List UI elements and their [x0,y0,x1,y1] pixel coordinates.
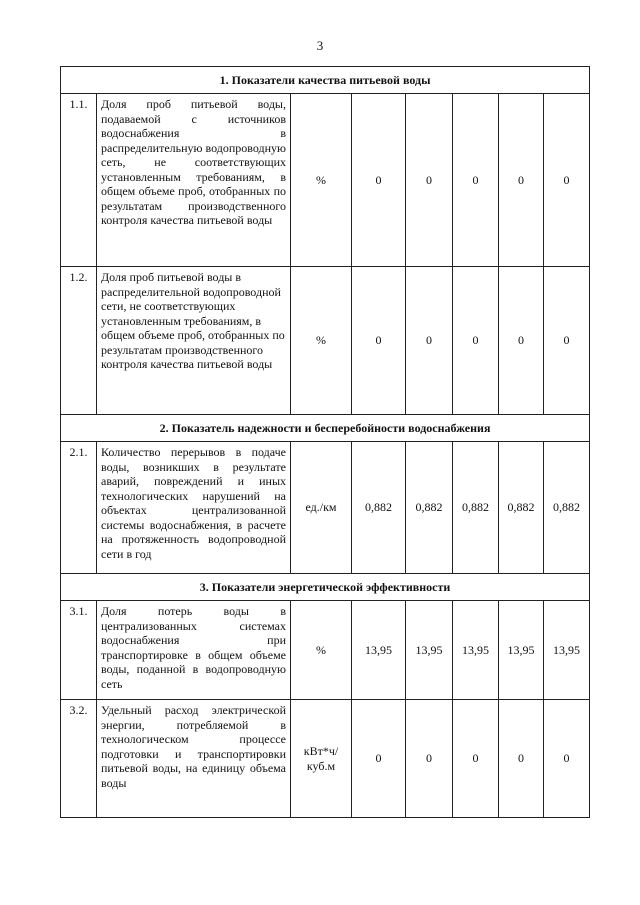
row-unit: кВт*ч/ куб.м [291,700,352,818]
row-description: Доля проб питьевой воды в распределительной водопроводной сети, не соответствующих установленным требованиям, в общем объеме проб, отобранных по результатам производственного контроля качества питьевой воды [97,267,291,415]
row-value: 0 [453,700,499,818]
row-value: 0 [499,700,544,818]
table-row [61,700,590,818]
row-value: 0 [544,267,590,415]
table-row [61,94,590,267]
table-row [61,601,590,700]
row-description: Количество перерывов в подаче воды, возникших в результате аварий, повреждений и иных технологических нарушений на объектах централизованной системы водоснабжения, в расчете на протяженность водопроводной сети в год [97,442,291,574]
section-title: 3. Показатели энергетической эффективности [61,574,590,601]
section-header-row [61,415,590,442]
row-value: 0 [352,267,406,415]
row-description: Доля потерь воды в централизованных системах водоснабжения при транспортировке в общем объеме воды, поданной в водопроводную сеть [97,601,291,700]
row-value: 0 [406,700,453,818]
row-value: 0 [499,267,544,415]
row-value: 0,882 [406,442,453,574]
row-number: 1.2. [61,267,97,415]
row-value: 0 [406,94,453,267]
row-number: 3.1. [61,601,97,700]
table-row [61,267,590,415]
row-number: 1.1. [61,94,97,267]
row-number: 2.1. [61,442,97,574]
row-value: 0 [453,94,499,267]
row-value: 0,882 [544,442,590,574]
row-value: 13,95 [406,601,453,700]
row-unit: % [291,94,352,267]
row-value: 0,882 [352,442,406,574]
row-value: 0 [406,267,453,415]
row-value: 13,95 [352,601,406,700]
row-unit: % [291,267,352,415]
section-title: 2. Показатель надежности и бесперебойности водоснабжения [61,415,590,442]
row-value: 0 [544,94,590,267]
row-unit: % [291,601,352,700]
row-value: 0 [453,267,499,415]
row-number: 3.2. [61,700,97,818]
row-value: 0 [499,94,544,267]
row-value: 0 [352,700,406,818]
row-unit: ед./км [291,442,352,574]
row-value: 0,882 [499,442,544,574]
page-number: 3 [316,38,324,53]
section-header-row [61,67,590,94]
row-value: 13,95 [544,601,590,700]
row-value: 13,95 [499,601,544,700]
row-value: 13,95 [453,601,499,700]
table-row [61,442,590,574]
indicators-table [60,66,590,818]
row-value: 0 [352,94,406,267]
section-header-row [61,574,590,601]
section-title: 1. Показатели качества питьевой воды [61,67,590,94]
row-value: 0,882 [453,442,499,574]
row-value: 0 [544,700,590,818]
row-description: Доля проб питьевой воды, подаваемой с источников водоснабжения в распределительную водопроводную сеть, не соответствующих установленным требованиям, в общем объеме проб, отобранных по результатам производственного контроля качества питьевой воды [97,94,291,267]
row-description: Удельный расход электрической энергии, потребляемой в технологическом процессе подготовки и транспортировки питьевой воды, на единицу объема воды [97,700,291,818]
